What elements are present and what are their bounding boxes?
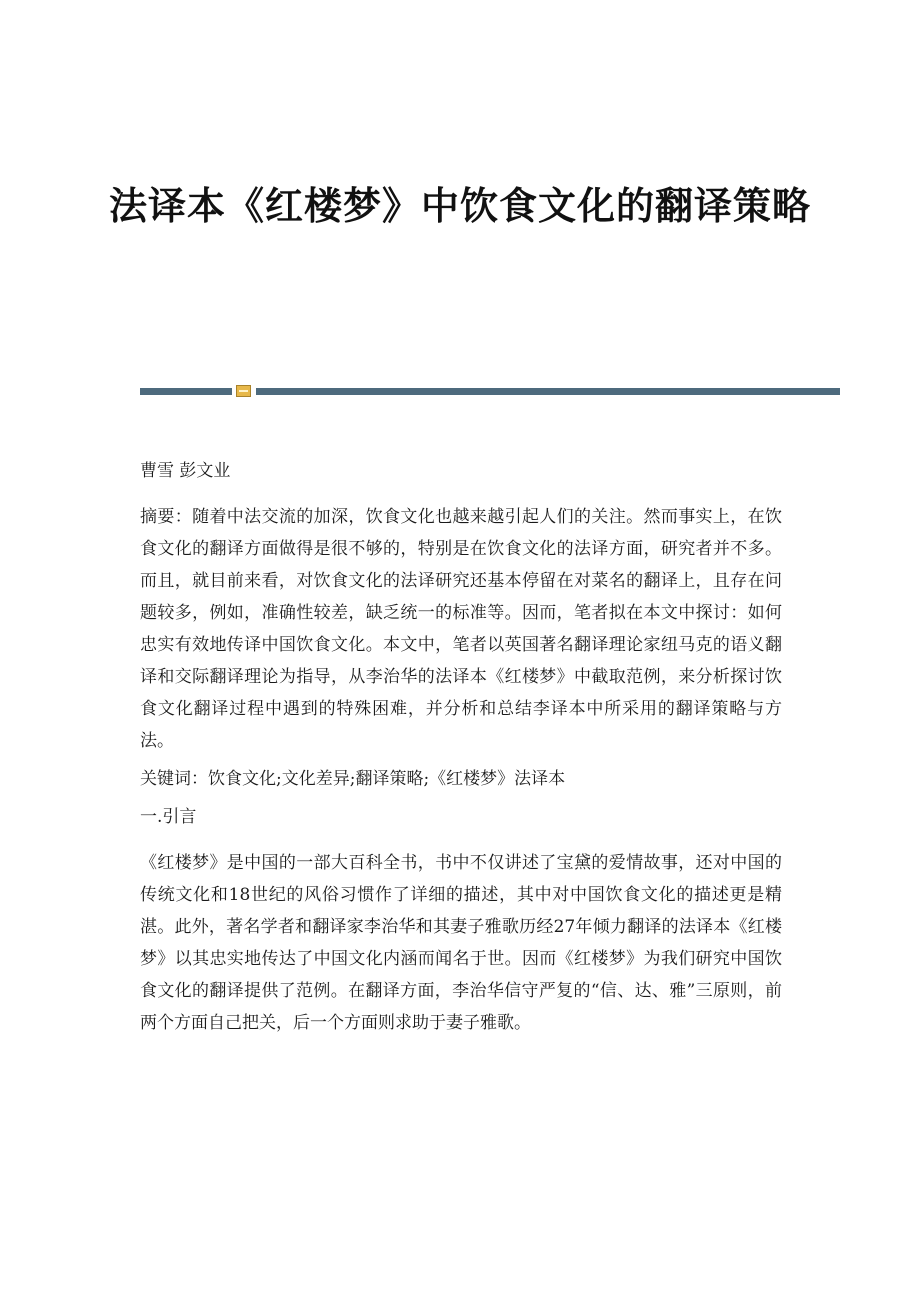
abstract: 摘要：随着中法交流的加深，饮食文化也越来越引起人们的关注。然而事实上，在饮食文化的翻译方面做得是很不够的，特别是在饮食文化的法译方面，研究者并不多。而且，就目前来看，对饮食文化的法译研究还基本停留在对菜名的翻译上，且存在问题较多，例如，准确性较差，缺乏统一的标准等。因而，笔者拟在本文中探讨：如何忠实有效地传译中国饮食文化。本文中，笔者以英国著名翻译理论家纽马克的语义翻译和交际翻译理论为指导，从李治华的法译本《红楼梦》中截取范例，来分析探讨饮食文化翻译过程中遇到的特殊困难，并分析和总结李译本中所采用的翻译策略与方法。 — [140, 507, 782, 751]
intro-paragraph: 《红楼梦》是中国的一部大百科全书，书中不仅讲述了宝黛的爱情故事，还对中国的传统文化和18世纪的风俗习惯作了详细的描述，其中对中国饮食文化的描述更是精湛。此外，著名学者和翻译家李治华和其妻子雅歌历经27年倾力翻译的法译本《红楼梦》以其忠实地传达了中国文化内涵而闻名于世。因而《红楼梦》为我们研究中国饮食文化的翻译提供了范例。在翻译方面，李治华信守严复的“信、达、雅”三原则，前两个方面自己把关，后一个方面则求助于妻子雅歌。 — [140, 853, 782, 1033]
document-body — [140, 455, 782, 1045]
divider-emblem-icon — [236, 385, 251, 397]
authors: 曹雪 彭文业 — [140, 461, 231, 481]
divider-bar-left — [140, 388, 232, 395]
keywords: 关键词：饮食文化;文化差异;翻译策略;《红楼梦》法译本 — [140, 769, 566, 789]
divider-bar-right — [256, 388, 840, 395]
document-title: 法译本《红楼梦》中饮食文化的翻译策略 — [108, 184, 811, 228]
section-heading: 一.引言 — [140, 807, 197, 827]
title-divider — [140, 385, 840, 397]
